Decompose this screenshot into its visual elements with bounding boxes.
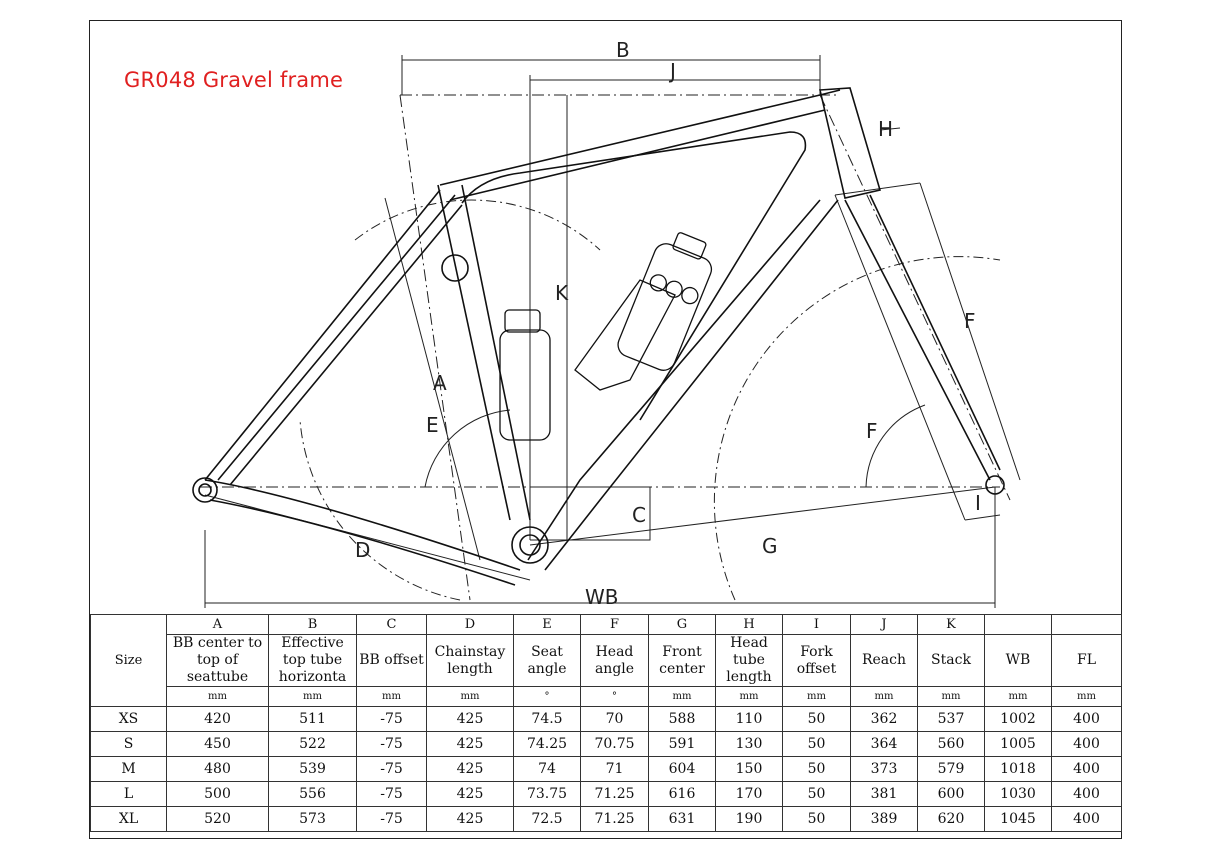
- value-cell: 110: [716, 707, 783, 732]
- table-row: [91, 732, 1122, 757]
- value-cell: 1002: [985, 707, 1052, 732]
- value-cell: 420: [167, 707, 269, 732]
- dim-label-a: A: [433, 371, 447, 395]
- column-letter: D: [427, 615, 514, 635]
- column-header: Stack: [918, 635, 985, 687]
- column-header: BB center to top of seattube: [167, 635, 269, 687]
- value-cell: 1005: [985, 732, 1052, 757]
- frame-title: GR048 Gravel frame: [124, 68, 344, 92]
- column-header: Effective top tube horizonta: [269, 635, 357, 687]
- value-cell: 400: [1052, 807, 1122, 832]
- column-header: Reach: [851, 635, 918, 687]
- column-header: WB: [985, 635, 1052, 687]
- column-letter: E: [514, 615, 581, 635]
- column-unit: mm: [918, 687, 985, 707]
- column-unit: mm: [985, 687, 1052, 707]
- column-letter: A: [167, 615, 269, 635]
- value-cell: 50: [783, 707, 851, 732]
- column-unit: mm: [1052, 687, 1122, 707]
- value-cell: 70.75: [581, 732, 649, 757]
- value-cell: 620: [918, 807, 985, 832]
- dim-label-f2: F: [964, 309, 976, 333]
- table-row: [91, 707, 1122, 732]
- column-letter: [1052, 615, 1122, 635]
- value-cell: 50: [783, 757, 851, 782]
- column-letter: B: [269, 615, 357, 635]
- value-cell: 364: [851, 732, 918, 757]
- value-cell: 520: [167, 807, 269, 832]
- value-cell: 1045: [985, 807, 1052, 832]
- column-header: Fork offset: [783, 635, 851, 687]
- value-cell: 631: [649, 807, 716, 832]
- dim-label-d: D: [355, 538, 371, 562]
- dim-label-e: E: [426, 413, 439, 437]
- value-cell: 1018: [985, 757, 1052, 782]
- value-cell: -75: [357, 782, 427, 807]
- column-letter: I: [783, 615, 851, 635]
- column-header: Seat angle: [514, 635, 581, 687]
- value-cell: 400: [1052, 757, 1122, 782]
- value-cell: 425: [427, 732, 514, 757]
- column-header: Front center: [649, 635, 716, 687]
- value-cell: 400: [1052, 707, 1122, 732]
- value-cell: 74.5: [514, 707, 581, 732]
- value-cell: 170: [716, 782, 783, 807]
- column-letter: C: [357, 615, 427, 635]
- column-unit: °: [514, 687, 581, 707]
- value-cell: 400: [1052, 782, 1122, 807]
- dim-label-c: C: [632, 503, 646, 527]
- value-cell: 560: [918, 732, 985, 757]
- value-cell: 425: [427, 807, 514, 832]
- geometry-table: [90, 614, 1122, 832]
- table-header-row: [91, 635, 1122, 687]
- column-letter: [985, 615, 1052, 635]
- value-cell: 71.25: [581, 782, 649, 807]
- value-cell: 74.25: [514, 732, 581, 757]
- column-letter: F: [581, 615, 649, 635]
- value-cell: 604: [649, 757, 716, 782]
- column-letter: K: [918, 615, 985, 635]
- value-cell: 600: [918, 782, 985, 807]
- value-cell: 1030: [985, 782, 1052, 807]
- down-tube-bottle: [614, 240, 715, 374]
- value-cell: 72.5: [514, 807, 581, 832]
- dim-label-g: G: [762, 534, 778, 558]
- size-cell: S: [91, 732, 167, 757]
- value-cell: 74: [514, 757, 581, 782]
- size-cell: L: [91, 782, 167, 807]
- column-unit: °: [581, 687, 649, 707]
- value-cell: 389: [851, 807, 918, 832]
- size-cell: XL: [91, 807, 167, 832]
- column-letter: H: [716, 615, 783, 635]
- value-cell: 71.25: [581, 807, 649, 832]
- column-unit: mm: [167, 687, 269, 707]
- table-row: [91, 782, 1122, 807]
- value-cell: 150: [716, 757, 783, 782]
- value-cell: 362: [851, 707, 918, 732]
- value-cell: 400: [1052, 732, 1122, 757]
- dim-label-j: J: [670, 59, 676, 83]
- bottle-cages: [500, 226, 721, 440]
- column-header: Head angle: [581, 635, 649, 687]
- dim-label-wb: WB: [585, 585, 619, 609]
- column-header: Chainstay length: [427, 635, 514, 687]
- dim-label-i: I: [975, 491, 981, 515]
- value-cell: 381: [851, 782, 918, 807]
- column-unit: mm: [269, 687, 357, 707]
- value-cell: -75: [357, 707, 427, 732]
- column-unit: mm: [783, 687, 851, 707]
- value-cell: 50: [783, 807, 851, 832]
- dim-label-k: K: [555, 281, 569, 305]
- value-cell: 591: [649, 732, 716, 757]
- value-cell: 70: [581, 707, 649, 732]
- column-unit: mm: [427, 687, 514, 707]
- value-cell: 480: [167, 757, 269, 782]
- value-cell: 500: [167, 782, 269, 807]
- value-cell: 573: [269, 807, 357, 832]
- value-cell: -75: [357, 807, 427, 832]
- value-cell: -75: [357, 757, 427, 782]
- value-cell: 50: [783, 782, 851, 807]
- value-cell: 556: [269, 782, 357, 807]
- value-cell: 579: [918, 757, 985, 782]
- value-cell: 425: [427, 757, 514, 782]
- size-header: Size: [91, 615, 167, 707]
- table-unit-row: [91, 687, 1122, 707]
- value-cell: 50: [783, 732, 851, 757]
- value-cell: 425: [427, 782, 514, 807]
- column-unit: mm: [716, 687, 783, 707]
- seat-tube-bottle: [500, 330, 550, 440]
- front-wheel-arc: [714, 257, 1000, 600]
- column-unit: mm: [357, 687, 427, 707]
- column-letter: G: [649, 615, 716, 635]
- value-cell: 588: [649, 707, 716, 732]
- value-cell: 537: [918, 707, 985, 732]
- table-row: [91, 757, 1122, 782]
- column-unit: mm: [851, 687, 918, 707]
- value-cell: 130: [716, 732, 783, 757]
- table-row: [91, 807, 1122, 832]
- value-cell: 511: [269, 707, 357, 732]
- value-cell: 73.75: [514, 782, 581, 807]
- size-cell: M: [91, 757, 167, 782]
- size-cell: XS: [91, 707, 167, 732]
- column-letter: J: [851, 615, 918, 635]
- value-cell: 373: [851, 757, 918, 782]
- dim-label-f: F: [866, 419, 878, 443]
- dim-label-h: H: [878, 117, 894, 141]
- value-cell: 190: [716, 807, 783, 832]
- value-cell: 616: [649, 782, 716, 807]
- value-cell: -75: [357, 732, 427, 757]
- value-cell: 71: [581, 757, 649, 782]
- table-letter-row: [91, 615, 1122, 635]
- column-header: BB offset: [357, 635, 427, 687]
- value-cell: 539: [269, 757, 357, 782]
- value-cell: 425: [427, 707, 514, 732]
- value-cell: 450: [167, 732, 269, 757]
- value-cell: 522: [269, 732, 357, 757]
- column-header: FL: [1052, 635, 1122, 687]
- column-header: Head tube length: [716, 635, 783, 687]
- column-unit: mm: [649, 687, 716, 707]
- dim-label-b: B: [616, 38, 630, 62]
